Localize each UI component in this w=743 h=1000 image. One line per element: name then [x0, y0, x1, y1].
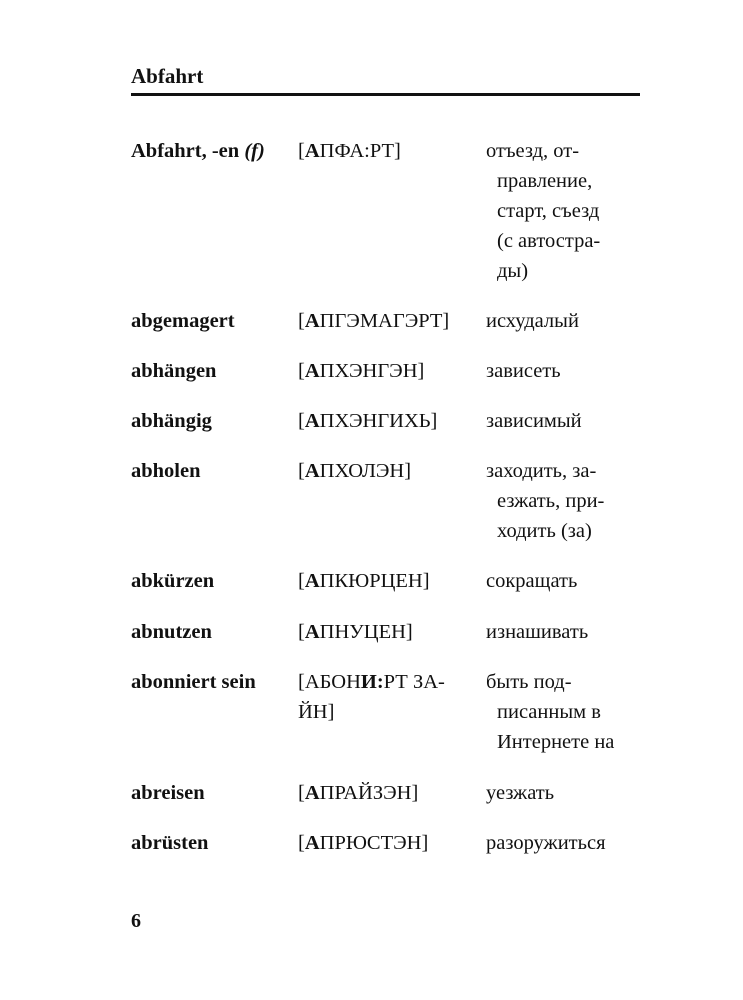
stressed-syllable: А [304, 460, 320, 482]
translation-line: писанным в [497, 701, 601, 723]
headword-text: abreisen [131, 782, 205, 804]
transcription-part: [ [298, 460, 305, 482]
transcription-part: [ [298, 570, 305, 592]
stressed-syllable: А [304, 360, 320, 382]
headword [131, 136, 265, 166]
translation-line: ходить (за) [497, 520, 592, 542]
translation [486, 617, 588, 647]
transcription-line [298, 406, 437, 436]
transcription-part: [ [298, 621, 305, 643]
transcription-part: [ [298, 782, 305, 804]
headword [131, 356, 216, 386]
transcription [298, 356, 424, 386]
translation [486, 406, 582, 436]
transcription [298, 828, 428, 858]
transcription [298, 778, 418, 808]
transcription-part: ПКЮРЦЕН] [319, 570, 430, 592]
transcription-part: [ [298, 832, 305, 854]
translation-line: зависимый [486, 410, 582, 432]
headword [131, 778, 205, 808]
translation-line: (с автостра- [497, 230, 601, 252]
transcription-part: ПФА:РТ] [319, 140, 401, 162]
translation-line: изнашивать [486, 621, 589, 643]
running-header: Abfahrt [131, 64, 204, 88]
transcription-part: РТ ЗА- [383, 671, 445, 693]
translation-line: сокращать [486, 570, 578, 592]
translation-line: зависеть [486, 360, 561, 382]
page-number: 6 [131, 910, 141, 932]
headword [131, 406, 212, 436]
stressed-syllable: А [304, 310, 320, 332]
transcription [298, 667, 445, 727]
transcription-part: [ [298, 360, 305, 382]
transcription-part: [АБОН [298, 671, 361, 693]
transcription [298, 406, 437, 436]
headword [131, 306, 235, 336]
transcription-line [298, 566, 430, 596]
transcription-line [298, 456, 411, 486]
transcription-part: [ [298, 140, 305, 162]
transcription-part: ПХЭНГИХЬ] [319, 410, 438, 432]
transcription-line [298, 617, 413, 647]
translation-line: заходить, за- [486, 460, 597, 482]
transcription-part: ПХЭНГЭН] [319, 360, 425, 382]
transcription-part: [ [298, 310, 305, 332]
translation [486, 667, 614, 757]
transcription-part: ПГЭМАГЭРТ] [319, 310, 450, 332]
transcription [298, 566, 430, 596]
headword-text: Abfahrt, -en [131, 140, 245, 162]
translation [486, 306, 579, 336]
transcription-line [298, 667, 445, 697]
transcription-part: ЙН] [298, 701, 335, 723]
translation [486, 136, 600, 286]
headword-text: abkürzen [131, 570, 215, 592]
transcription [298, 306, 449, 336]
translation-line: Интернете на [497, 731, 615, 753]
headword [131, 667, 256, 697]
transcription-line [298, 306, 449, 336]
transcription-line [298, 697, 445, 727]
transcription-line [298, 356, 424, 386]
header-rule [131, 93, 640, 96]
transcription-part: ПРАЙЗЭН] [319, 782, 419, 804]
headword [131, 617, 212, 647]
translation [486, 566, 577, 596]
headword-text: abhängig [131, 410, 212, 432]
stressed-syllable: А [304, 782, 320, 804]
headword-text: abonniert sein [131, 671, 256, 693]
headword [131, 566, 214, 596]
stressed-syllable: А [304, 570, 320, 592]
headword-text: abhängen [131, 360, 217, 382]
translation-line: старт, съезд [497, 200, 600, 222]
translation-line: езжать, при- [497, 490, 605, 512]
stressed-syllable: А [304, 140, 320, 162]
transcription-line [298, 136, 401, 166]
translation [486, 356, 561, 386]
headword-text: abholen [131, 460, 201, 482]
headword-text: abrüsten [131, 832, 209, 854]
stressed-syllable: И: [360, 671, 384, 693]
transcription-line [298, 778, 418, 808]
translation-line: правление, [497, 170, 593, 192]
stressed-syllable: А [304, 832, 320, 854]
headword [131, 828, 208, 858]
transcription-part: ПНУЦЕН] [319, 621, 413, 643]
headword-text: abnutzen [131, 621, 212, 643]
translation-line: разоружиться [486, 832, 606, 854]
transcription-part: [ [298, 410, 305, 432]
transcription-part: ПХОЛЭН] [319, 460, 412, 482]
transcription [298, 456, 411, 486]
translation [486, 828, 606, 858]
translation [486, 778, 554, 808]
transcription [298, 617, 413, 647]
gender-label: (f) [244, 140, 265, 162]
stressed-syllable: А [304, 410, 320, 432]
stressed-syllable: А [304, 621, 320, 643]
headword [131, 456, 201, 486]
translation-line: ды) [497, 260, 529, 282]
transcription [298, 136, 401, 166]
translation-line: отъезд, от- [486, 140, 580, 162]
transcription-part: ПРЮСТЭН] [319, 832, 429, 854]
translation-line: уезжать [486, 782, 555, 804]
transcription-line [298, 828, 428, 858]
translation-line: исхудалый [486, 310, 579, 332]
translation-line: быть под- [486, 671, 572, 693]
translation [486, 456, 604, 546]
headword-text: abgemagert [131, 310, 235, 332]
